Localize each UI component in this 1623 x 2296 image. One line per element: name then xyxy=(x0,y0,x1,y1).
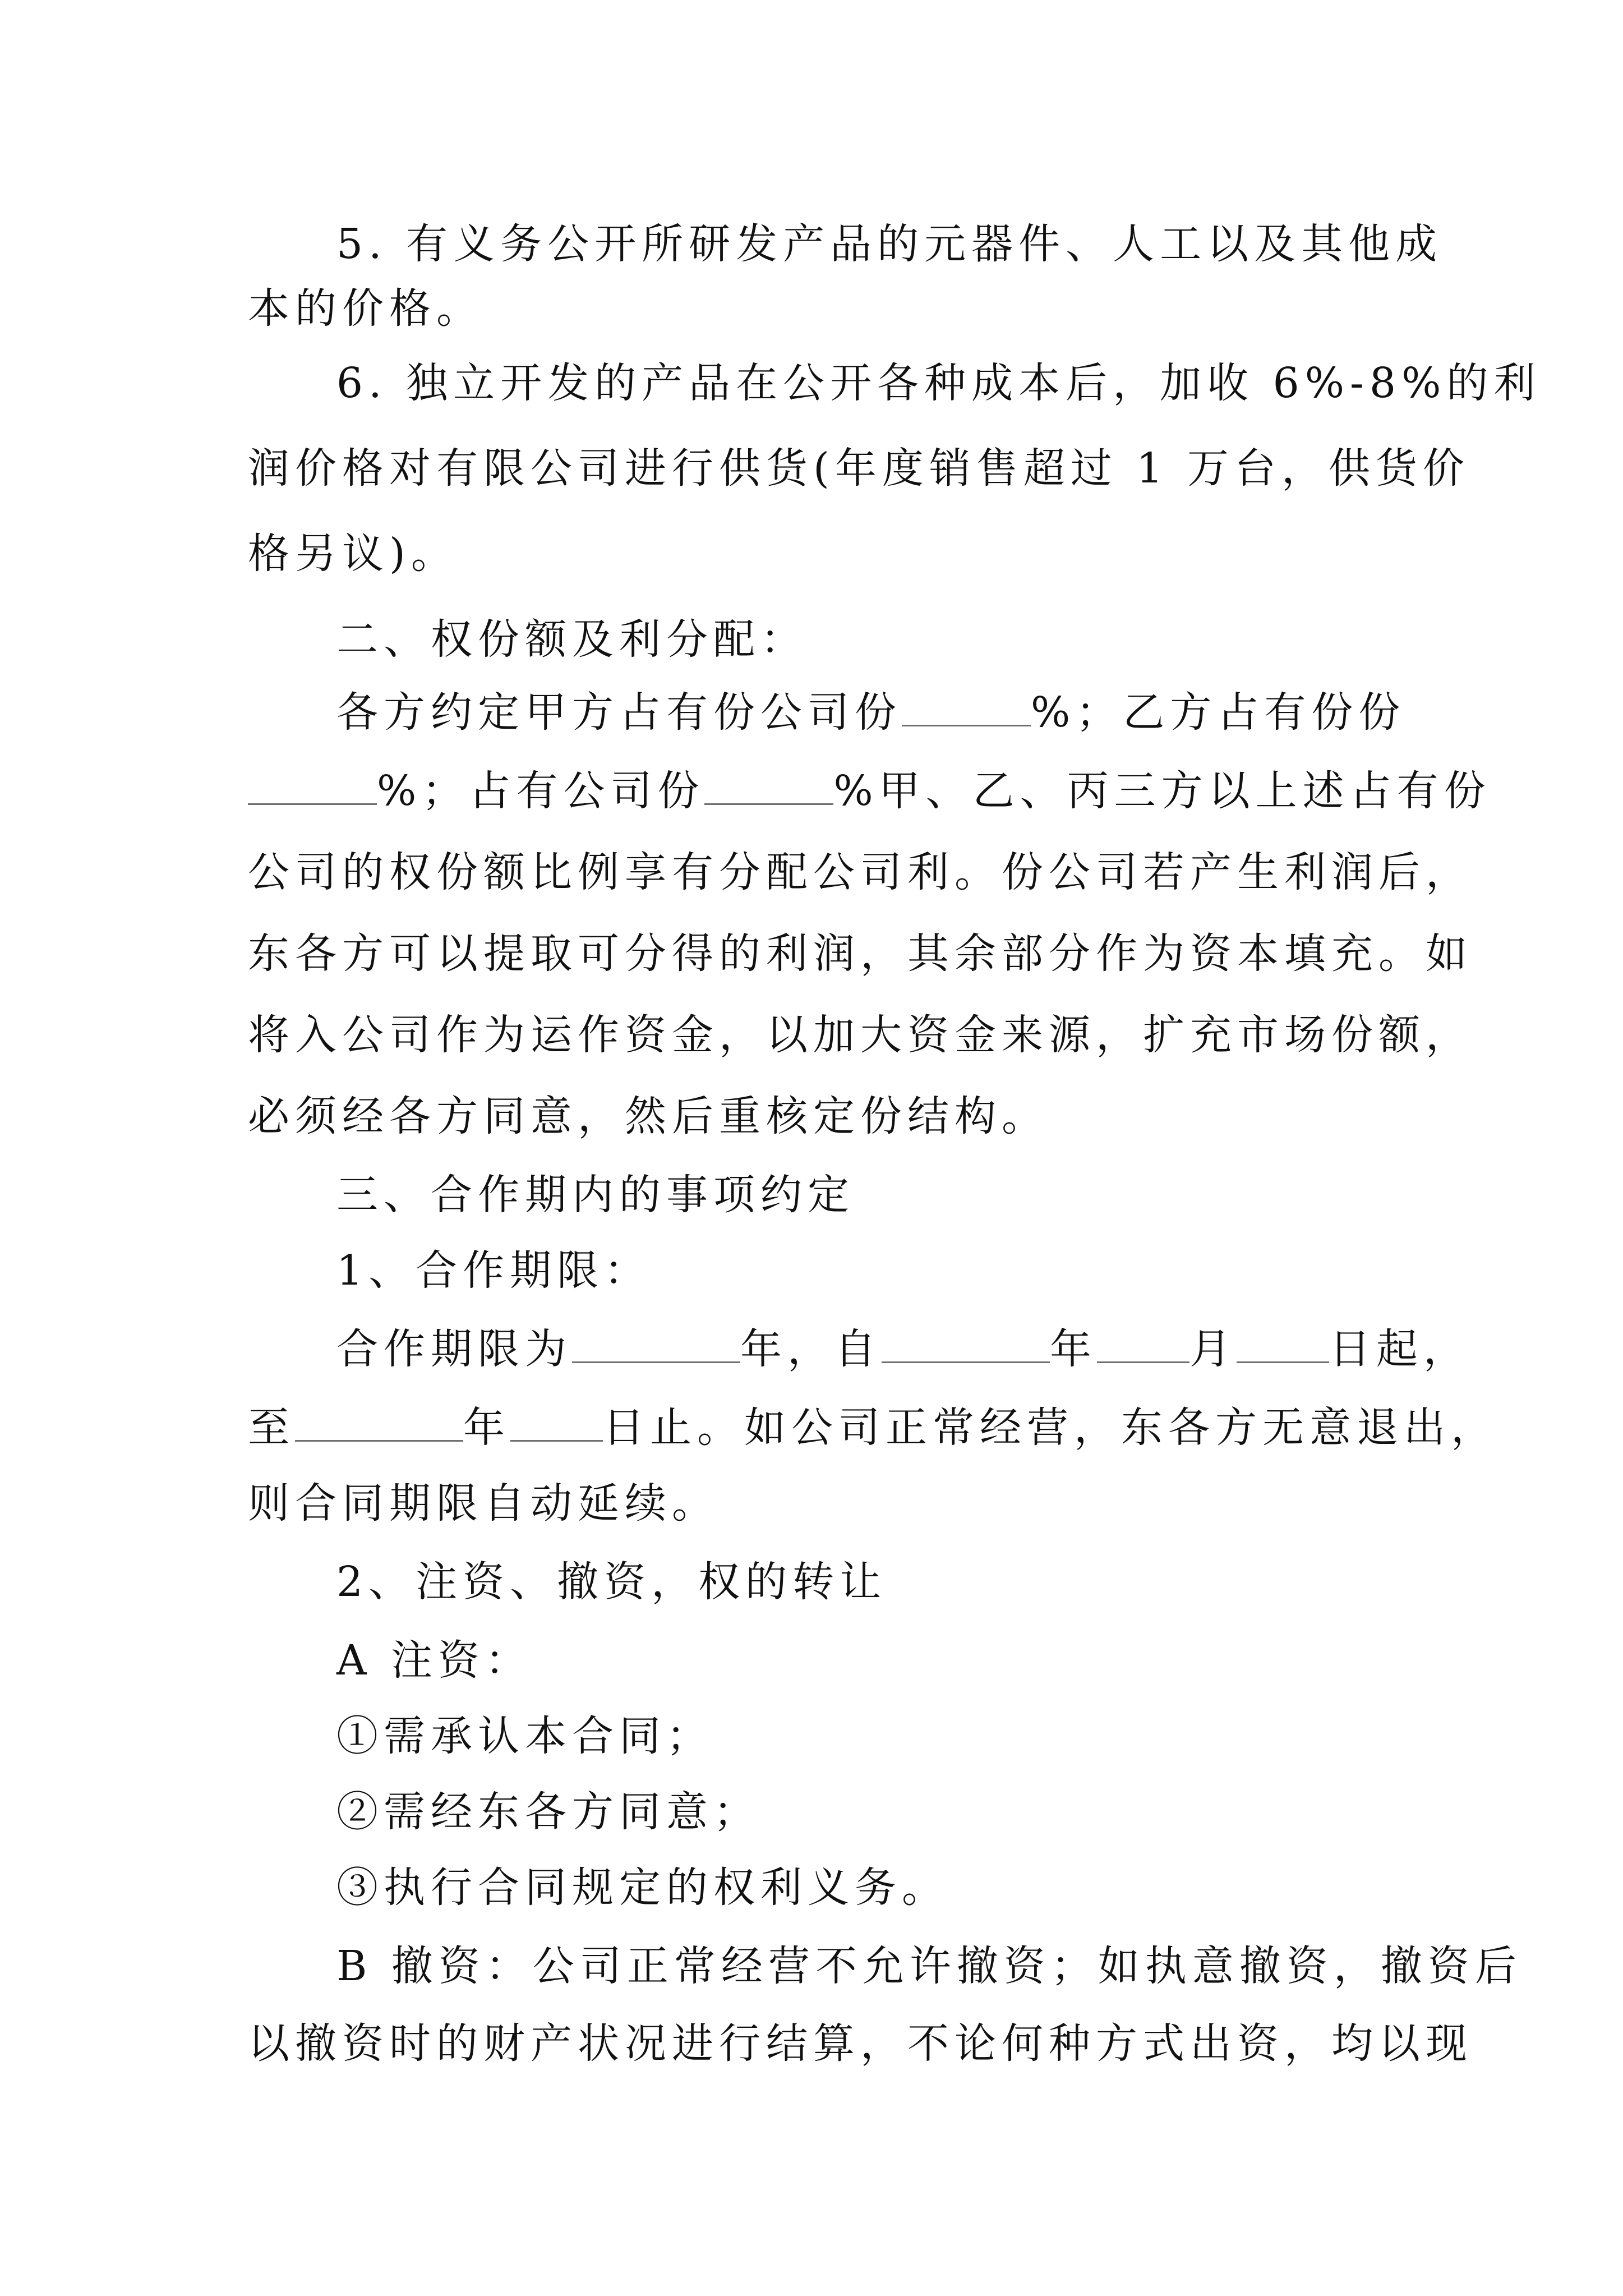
blank-field xyxy=(902,690,1031,726)
share-text-a: 各方约定甲方占有份公司份 xyxy=(336,688,902,737)
withdrawal-line-2: 以撤资时的财产状况进行结算，不论何种方式出资，均以现 xyxy=(248,2019,1473,2068)
section-2-heading: 二、权份额及利分配： xyxy=(336,615,808,664)
share-line-1 xyxy=(336,682,1481,743)
term-line-3: 则合同期限自动延续。 xyxy=(248,1479,719,1527)
profit-line-3: 将入公司作为运作资金，以加大资金来源，扩充市场份额， xyxy=(248,1011,1473,1059)
profit-line-1: 公司的权份额比例享有分配公司利。份公司若产生利润后， xyxy=(248,848,1473,896)
injection-heading: A 注资： xyxy=(336,1636,532,1685)
clause-6-line-3: 格另议)。 xyxy=(248,530,458,578)
section-3-heading: 三、合作期内的事项约定 xyxy=(336,1171,855,1219)
blank-field xyxy=(1097,1327,1189,1363)
share-line-2 xyxy=(248,760,1491,822)
blank-field xyxy=(295,1405,463,1442)
term-text-f: 至 xyxy=(248,1404,295,1452)
injection-item-3: ③执行合同规定的权利义务。 xyxy=(336,1864,949,1912)
blank-field xyxy=(572,1327,740,1363)
share-text-b: %；乙方占有份份 xyxy=(1031,688,1406,737)
term-text-e: 日起， xyxy=(1329,1325,1470,1373)
term-text-c: 年 xyxy=(1050,1325,1097,1373)
profit-line-4: 必须经各方同意，然后重核定份结构。 xyxy=(248,1092,1049,1140)
clause-5-line-1: 5. 有义务公开所研发产品的元器件、人工以及其他成 xyxy=(336,220,1443,268)
withdrawal-line-1: B 撤资：公司正常经营不允许撤资；如执意撤资，撤资后 xyxy=(336,1942,1522,1990)
share-text-d: %甲、乙、丙三方以上述占有份 xyxy=(833,767,1491,815)
injection-item-2: ②需经东各方同意； xyxy=(336,1788,760,1836)
share-text-c: %；占有公司份 xyxy=(377,767,705,815)
clause-6-line-1: 6. 独立开发的产品在公开各种成本后，加收 6%-8%的利 xyxy=(336,359,1541,407)
term-text-h: 日止。如公司正常经营，东各方无意退出， xyxy=(603,1404,1498,1452)
profit-line-2: 东各方可以提取可分得的利润，其余部分作为资本填充。如 xyxy=(248,930,1473,978)
blank-field xyxy=(882,1327,1050,1363)
term-text-b: 年，自 xyxy=(740,1325,882,1373)
blank-field xyxy=(1237,1327,1329,1363)
blank-field xyxy=(704,769,833,805)
capital-heading: 2、注资、撤资，权的转让 xyxy=(336,1558,887,1606)
term-text-d: 月 xyxy=(1189,1325,1237,1373)
term-text-a: 合作期限为 xyxy=(336,1325,572,1373)
clause-5-line-2: 本的价格。 xyxy=(248,284,483,333)
blank-field xyxy=(248,769,377,805)
blank-field xyxy=(510,1405,603,1442)
term-text-g: 年 xyxy=(463,1404,510,1452)
term-heading: 1、合作期限： xyxy=(336,1246,652,1295)
term-line-1 xyxy=(336,1318,1481,1380)
term-line-2 xyxy=(248,1397,1498,1458)
injection-item-1: ①需承认本合同； xyxy=(336,1712,713,1760)
clause-6-line-2: 润价格对有限公司进行供货(年度销售超过 1 万台，供货价 xyxy=(248,444,1470,493)
